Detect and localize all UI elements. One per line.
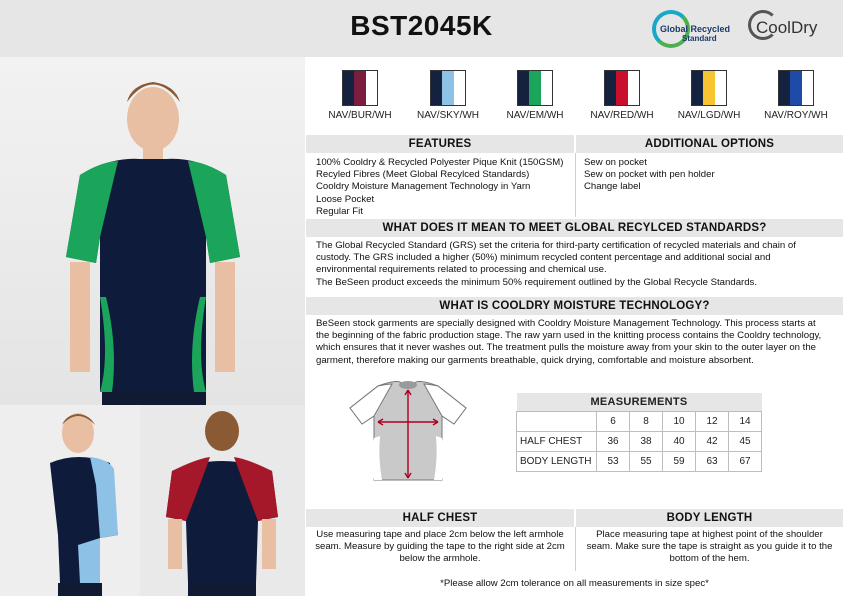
table-cell: 63 — [696, 451, 729, 471]
table-cell: 38 — [630, 431, 663, 451]
measurements-heading: MEASUREMENTS — [517, 393, 762, 411]
column-divider — [575, 153, 576, 217]
feature-item: Cooldry Moisture Management Technology in Yarn — [316, 181, 531, 193]
option-item: Sew on pocket with pen holder — [584, 169, 715, 181]
swatch-nav-roy-wh: NAV/ROY/WH — [746, 70, 843, 121]
swatch-nav-red-wh: NAV/RED/WH — [572, 70, 672, 121]
swatch-color-block — [604, 70, 640, 106]
model-front-photo — [0, 57, 305, 405]
table-row — [517, 431, 762, 451]
row-label: HALF CHEST — [517, 431, 597, 451]
swatch-nav-em-wh: NAV/EM/WH — [485, 70, 585, 121]
feature-item: Recyled Fibres (Meet Global Recylced Standards) — [316, 169, 530, 181]
half-chest-instructions: Use measuring tape and place 2cm below the left armhole seam. Measure by guiding the tape to the right side at 2cm below the armhole. — [315, 529, 565, 565]
feature-item: Regular Fit — [316, 205, 363, 217]
features-list — [316, 157, 574, 218]
table-row — [517, 451, 762, 471]
tolerance-note: *Please allow 2cm tolerance on all measurements in size spec* — [440, 578, 709, 589]
features-heading: FEATURES — [306, 135, 574, 153]
measurements-table — [516, 393, 762, 472]
cooldry-logo: CoolDry — [748, 10, 838, 46]
size-header: 6 — [597, 411, 630, 431]
table-cell: 59 — [663, 451, 696, 471]
model-side-photo — [0, 405, 140, 596]
swatch-nav-bur-wh: NAV/BUR/WH — [310, 70, 410, 121]
size-header: 8 — [630, 411, 663, 431]
swatch-nav-lgd-wh: NAV/LGD/WH — [659, 70, 759, 121]
table-cell: 42 — [696, 431, 729, 451]
feature-item: 100% Cooldry & Recycled Polyester Pique Knit (150GSM) — [316, 157, 564, 168]
cooldry-description: BeSeen stock garments are specially designed with Cooldry Moisture Management Technology. This process starts at the beginning of the fabric production stage. The raw yarn used in the knitting process contains the Cooldry technology, which ensures that it never washes out. The treatment pulls the moisture away from your skin to the outer layer on the garment, therefore making our garments breathable, quick drying, comfortable and moisture absorbent. — [316, 318, 822, 366]
option-item: Change label — [584, 181, 641, 193]
half-chest-heading: HALF CHEST — [306, 509, 574, 527]
global-recycled-standard-logo: Global Recycled Standard — [646, 6, 736, 50]
body-length-heading: BODY LENGTH — [576, 509, 843, 527]
table-cell: 36 — [597, 431, 630, 451]
swatch-nav-sky-wh: NAV/SKY/WH — [398, 70, 498, 121]
table-cell: 55 — [630, 451, 663, 471]
grs-description: The Global Recycled Standard (GRS) set the criteria for third-party certification of recycled materials and chain of custody. The GRS included a higher (50%) minimum recycled content percentage and additional social and environmental requirements related to processing and chemical use. The BeSeen product exceeds the minimum 50% requirement outlined by the Global Recycle Standards. — [316, 240, 796, 288]
size-header: 12 — [696, 411, 729, 431]
swatch-color-block — [778, 70, 814, 106]
cooldry-heading: WHAT IS COOLDRY MOISTURE TECHNOLOGY? — [306, 297, 843, 315]
option-item: Sew on pocket — [584, 157, 647, 168]
additional-options-heading: ADDITIONAL OPTIONS — [576, 135, 843, 153]
table-cell: 67 — [729, 451, 762, 471]
colour-swatches — [310, 70, 840, 130]
feature-item: Loose Pocket — [316, 193, 375, 205]
swatch-color-block — [342, 70, 378, 106]
table-cell: 45 — [729, 431, 762, 451]
swatch-color-block — [517, 70, 553, 106]
table-row — [517, 411, 762, 431]
column-divider — [575, 527, 576, 571]
table-cell: 40 — [663, 431, 696, 451]
tshirt-measurement-diagram — [348, 378, 468, 483]
grs-heading: WHAT DOES IT MEAN TO MEET GLOBAL RECYLCED STANDARDS? — [306, 219, 843, 237]
swatch-color-block — [430, 70, 466, 106]
size-header: 10 — [663, 411, 696, 431]
product-code-title: BST2045K — [350, 10, 493, 41]
size-header: 14 — [729, 411, 762, 431]
row-label: BODY LENGTH — [517, 451, 597, 471]
table-cell: 53 — [597, 451, 630, 471]
model-back-photo — [140, 405, 305, 596]
body-length-instructions: Place measuring tape at highest point of the shoulder seam. Make sure the tape is straight as you guide it to the bottom of the hem. — [586, 529, 833, 565]
options-list — [584, 157, 839, 194]
swatch-color-block — [691, 70, 727, 106]
